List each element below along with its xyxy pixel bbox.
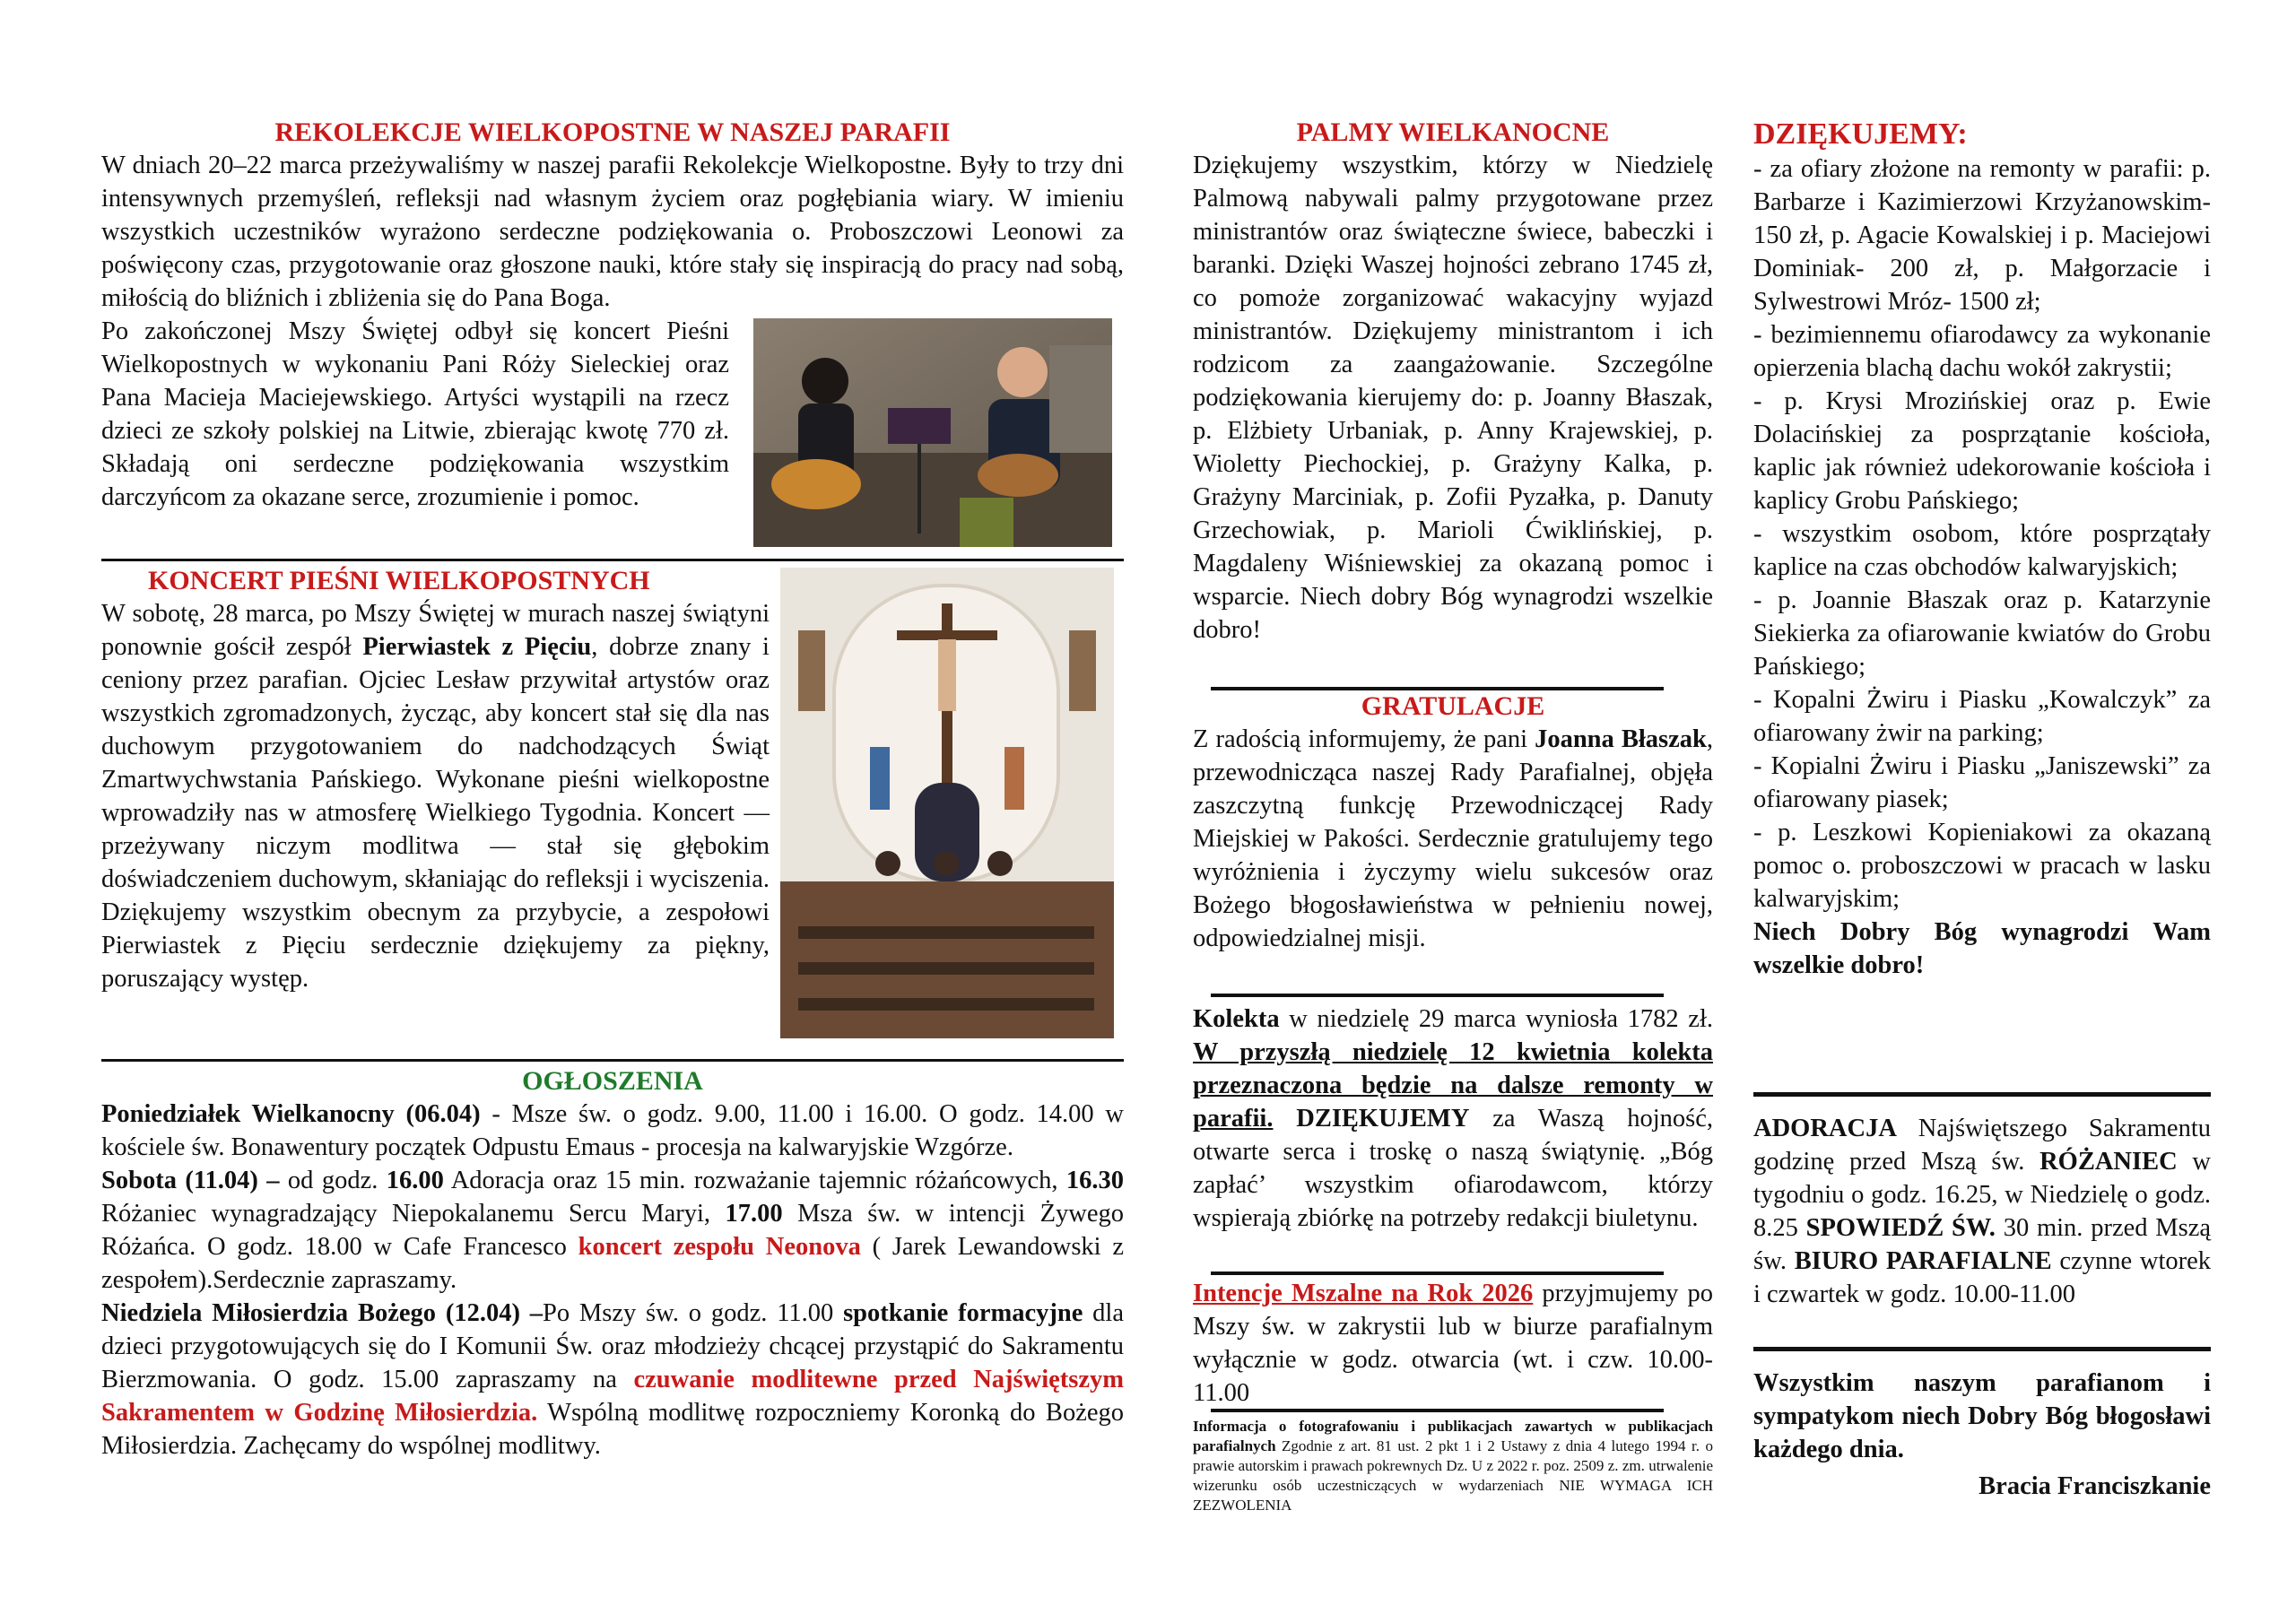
column-3 — [1753, 117, 2211, 982]
dziekujemy-item: - p. Krysi Mrozińskiej oraz p. Ewie Dolacińskiej za posprzątanie kościoła, kaplic jak również udekorowanie kościoła i kaplicy Grobu Pańskiego; — [1753, 387, 2211, 515]
gratulacje-section — [1193, 690, 1713, 955]
ogloszenia-section — [101, 1065, 1124, 1462]
gratulacje-title: GRATULACJE — [1361, 691, 1545, 721]
rekolekcje-concert-text: Po zakończonej Mszy Świętej odbył się koncert Pieśni Wielkopostnych w wykonaniu Pani Róży Sieleckiej oraz Pana Macieja Maciejewskiego. Artyści wystąpili na rzecz dzieci ze szkoły polskiej na Litwie, zbierając kwotę 770 zł. Składają oni serdeczne podziękowania wszystkim darczyńcom za okazane serce, zrozumienie i pomoc. — [101, 317, 729, 511]
rekolekcje-title: REKOLEKCJE WIELKOPOSTNE W NASZEJ PARAFII — [274, 117, 951, 147]
ogloszenie-saturday: Sobota (11.04) – od godz. 16.00 Adoracja oraz 15 min. rozważanie tajemnic różańcowych, 16.30 Różaniec wynagradzający Niepokalanemu Sercu Maryi, 17.00 Msza św. w intencji Żywego Różańca. O godz. 18.00 w Cafe Francesco koncert zespołu Neonova ( Jarek Lewandowski z zespołem).Serdecznie zapraszamy. — [101, 1167, 1125, 1294]
gratulacje-text: Z radością informujemy, że pani Joanna Błaszak, przewodnicząca naszej Rady Parafialnej, objęła zaszczytną funkcję Przewodniczącej Rady Miejskiej w Pakości. Serdecznie gratulujemy tego wyróżnienia i życzymy wielu sukcesów oraz Bożego błogosławieństwa w pełnieniu nowej, odpowiedzialnej misji. — [1193, 725, 1713, 952]
signature: Bracia Franciszkanie — [1979, 1472, 2211, 1500]
dziekujemy-item: - wszystkim osobom, które posprzątały kaplice na czas obchodów kalwaryjskich; — [1753, 520, 2211, 581]
dziekujemy-item: - Kopialni Żwiru i Piasku „Janiszewski” za ofiarowany piasek; — [1753, 752, 2211, 813]
palmy-text: Dziękujemy wszystkim, którzy w Niedzielę Palmową nabywali palmy przygotowane przez ministrantów oraz świąteczne świece, babeczki i baranki. Dzięki Waszej hojności zebrano 1745 zł, co pomoże zorganizować wakacyjny wyjazd ministrantów. Dziękujemy ministrantom i ich rodzicom za zaangażowanie. Szczególne podziękowania kierujemy do: p. Joanny Błaszak, p. Elżbiety Urbaniak, p. Anny Krajewskiej, p. Wioletty Piechockiej, p. Grażyny Kalka, p. Grażyny Marciniak, p. Zofii Pyzałka, p. Danuty Grzechowiak, p. Marioli Ćwiklińskiej, p. Magdaleny Wiśniewskiej za okazaną pomoc i wsparcie. Niech dobry Bóg wynagrodzi wszelkie dobro! — [1193, 152, 1713, 644]
dziekujemy-item: - p. Leszkowi Kopieniakowi za okazaną pomoc o. proboszczowi w pracach w lasku kalwaryjskim; — [1753, 819, 2211, 913]
intencje-text: Intencje Mszalne na Rok 2026 przyjmujemy po Mszy św. w zakrystii lub w biurze parafialnym wyłącznie w godz. otwarcia (wt. i czw. 10.00-11.00 — [1193, 1280, 1713, 1407]
divider-6 — [1211, 1409, 1664, 1412]
schedule-text: ADORACJA Najświętszego Sakramentu godzinę przed Mszą św. RÓŻANIEC w tygodniu o godz. 16.25, w Niedzielę o godz. 8.25 SPOWIEDŹ ŚW. 30 min. przed Mszą św. BIURO PARAFIALNE czynne wtorek i czwartek w godz. 10.00-11.00 — [1753, 1115, 2212, 1308]
intencje-section — [1193, 1277, 1713, 1410]
dziekujemy-item: - za ofiary złożone na remonty w parafii: p. Barbarze i Kazimierzowi Krzyżanowskim- 150 zł, p. Agacie Kowalskiej i p. Maciejowi Dominiak- 200 zł, p. Małgorzacie i Sylwestrowi Mróz- 1500 zł; — [1753, 155, 2211, 316]
info-section — [1193, 1417, 1713, 1515]
info-text: Informacja o fotografowaniu i publikacjach zawartych w publikacjach parafialnych Zgodnie z art. 81 ust. 2 pkt 1 i 2 Ustawy z dnia 4 lutego 1994 r. o prawie autorskim i prawach pokrewnych Dz. U z 2022 r. poz. 2509 z. zm. utrwalenie wizerunku osób uczestniczących w wydarzeniach NIE WYMAGA ICH ZEZWOLENIA — [1193, 1418, 1713, 1514]
koncert-section — [101, 565, 770, 995]
koncert-text: W sobotę, 28 marca, po Mszy Świętej w murach naszej świątyni ponownie gościł zespół Pierwiastek z Pięciu, dobrze znany i ceniony przez parafian. Ojciec Lesław przywitał artystów oraz wszystkich zgromadzonych, życząc, aby koncert stał się dla nas duchowym przygotowaniem do nadchodzących Świąt Zmartwychwstania Pańskiego. Wykonane pieśni wielkopostne wprowadziły nas w atmosferę Wielkiego Tygodnia. Koncert — przeżywany niczym modlitwa — stał się głębokim doświadczeniem duchowym, skłaniając do refleksji i wyciszenia. Dziękujemy wszystkim obecnym za przybycie, a zespołowi Pierwiastek z Pięciu serdecznie dziękujemy za piękny, poruszający występ. — [101, 600, 770, 993]
photo-duo-guitarists — [753, 318, 1112, 547]
rekolekcje-text: W dniach 20–22 marca przeżywaliśmy w naszej parafii Rekolekcje Wielkopostne. Były to trzy dni intensywnych przemyśleń, refleksji nad własnym życiem oraz pogłębiania wiary. W imieniu wszystkich uczestników wyrażono serdeczne podziękowania o. Proboszczowi Leonowi za poświęcony czas, przygotowanie oraz głoszone nauki, które stały się inspiracją do pracy nad sobą, miłością do bliźnich i zbliżenia się do Pana Boga. — [101, 152, 1124, 312]
dziekujemy-closing: Niech Dobry Bóg wynagrodzi Wam wszelkie dobro! — [1753, 918, 2211, 979]
divider-5 — [1211, 1271, 1664, 1275]
divider-4 — [1211, 994, 1664, 997]
divider-8 — [1753, 1347, 2211, 1351]
kolekta-section — [1193, 1002, 1713, 1235]
palmy-title: PALMY WIELKANOCNE — [1296, 117, 1610, 147]
ogloszenia-title: OGŁOSZENIA — [522, 1066, 703, 1096]
dziekujemy-item: - bezimiennemu ofiarodawcy za wykonanie opierzenia blachą dachu wokół zakrystii; — [1753, 321, 2211, 382]
closing-wish: Wszystkim naszym parafianom i sympatykom niech Dobry Bóg błogosławi każdego dnia. — [1753, 1369, 2211, 1463]
dziekujemy-item: - Kopalni Żwiru i Piasku „Kowalczyk” za ofiarowany żwir na parking; — [1753, 686, 2211, 747]
dziekujemy-item: - p. Joannie Błaszak oraz p. Katarzynie Siekierka za ofiarowanie kwiatów do Grobu Pańskiego; — [1753, 586, 2211, 681]
ogloszenie-sunday: Niedziela Miłosierdzia Bożego (12.04) –Po Mszy św. o godz. 11.00 spotkanie formacyjne dla dzieci przygotowujących się do I Komunii Św. oraz młodzieży chcącej przystąpić do Sakramentu Bierzmowania. O godz. 15.00 zapraszamy na czuwanie modlitewne przed Najświętszym Sakramentem w Godzinę Miłosierdzia. Wspólną modlitwę rozpoczniemy Koronką do Bożego Miłosierdzia. Zachęcamy do wspólnej modlitwy. — [101, 1299, 1124, 1460]
schedule-section — [1753, 1112, 2211, 1311]
closing-section — [1753, 1367, 2211, 1503]
divider-1 — [101, 559, 1124, 561]
divider-7 — [1753, 1092, 2211, 1097]
photo-church-interior — [780, 568, 1114, 1038]
ogloszenie-monday: Poniedziałek Wielkanocny (06.04) - Msze św. o godz. 9.00, 11.00 i 16.00. O godz. 14.00 w kościele św. Bonawentury początek Odpustu Emaus - procesja na kalwaryjskie Wzgórze. — [101, 1100, 1124, 1161]
column-2 — [1193, 117, 1713, 647]
koncert-title: KONCERT PIEŚNI WIELKOPOSTNYCH — [148, 566, 650, 595]
divider-2 — [101, 1059, 1124, 1062]
dziekujemy-title: DZIĘKUJEMY: — [1753, 117, 1968, 151]
kolekta-text: Kolekta w niedzielę 29 marca wyniosła 1782 zł. W przyszłą niedzielę 12 kwietnia kolekta przeznaczona będzie na dalsze remonty w parafii. DZIĘKUJEMY za Waszą hojność, otwarte serca i troskę o naszą świątynię. „Bóg zapłać’ wszystkim ofiarodawcom, którzy wspierają zbiórkę na potrzeby redakcji biuletynu. — [1193, 1005, 1713, 1232]
